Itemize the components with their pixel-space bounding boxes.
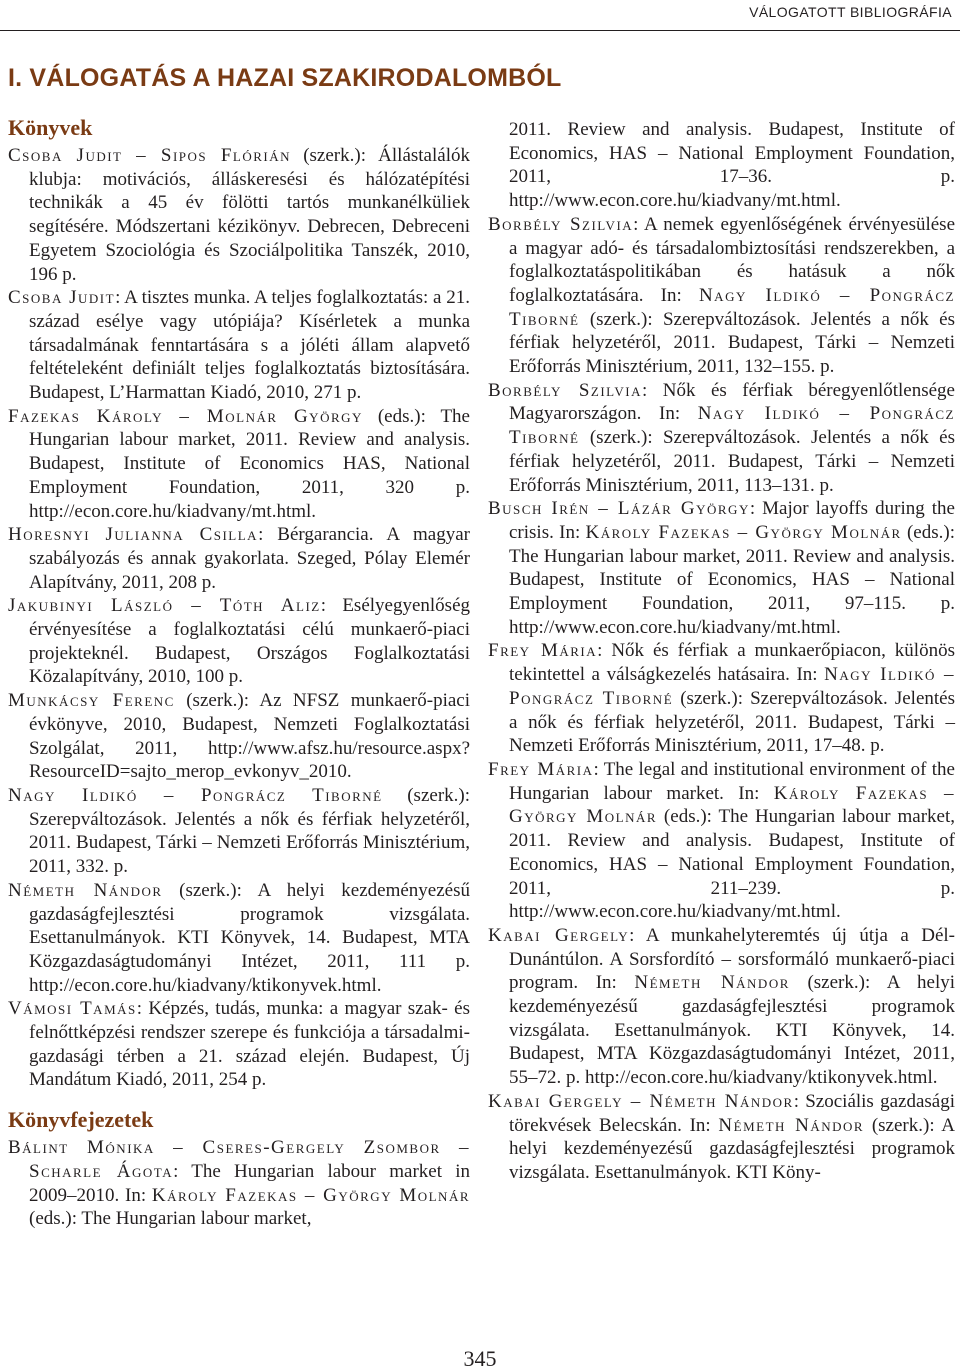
bib-entry	[8, 1136, 470, 1231]
entry-editors: Nagy Ildikó – Pongrácz Tiborné	[509, 403, 955, 449]
entry-author: Nagy Ildikó – Pongrácz Tiborné	[8, 784, 383, 806]
chapter-title: I. VÁLOGATÁS A HAZAI SZAKIRODALOMBÓL	[8, 64, 562, 92]
entry-text: : Szociális gazdasági törekvések Belecskán. In:	[509, 1090, 955, 1136]
entry-text: : The Hungarian labour market in 2009–2010. In:	[29, 1160, 470, 1206]
chapters-list	[488, 213, 955, 1185]
entry-text: : Nők és férfiak béregyenlőtlensége Magyarországon. In:	[509, 379, 955, 425]
entry-editors: Nagy Ildikó – Pongrácz Tiborné	[509, 284, 955, 330]
bib-entry	[8, 784, 470, 879]
bib-entry	[488, 1090, 955, 1185]
bib-entry	[488, 639, 955, 758]
entry-text: (szerk.): A helyi kezdeményezésű gazdaságfejlesztési programok vizsgálata. Esettanulmányok. KTI Könyvek, 14. Budapest, MTA Közgazdaságtudományi Intézet, 2011, 55–72. p. http://econ.core.hu/kiadvany/ktikonyvek.html.	[509, 972, 955, 1089]
entry-editors: Károly Fazekas – György Molnár	[151, 1184, 471, 1206]
bib-entry	[488, 497, 955, 639]
entry-author: Vámosi Tamás	[8, 998, 137, 1020]
entry-author: Fazekas Károly – Molnár György	[8, 405, 363, 427]
entry-text: : The legal and institutional environment of the Hungarian labour market. In:	[509, 758, 955, 804]
bib-entry	[488, 213, 955, 379]
bib-entry	[488, 758, 955, 924]
bib-entry	[8, 997, 470, 1092]
entry-author: Csoba Judit	[8, 287, 116, 309]
entry-text: : Képzés, tudás, munka: a magyar szak- és felnőttképzési rendszer szerepe és funkciója a társadalmi-gazdasági térben a 21. század elején. Budapest, Új Mandátum Kiadó, 2011, 254 p.	[29, 998, 470, 1091]
bib-entry	[8, 405, 470, 524]
bib-entry-continuation: 2011. Review and analysis. Budapest, Institute of Economics, HAS – National Employment Foundation, 2011, 17–36. p. http://www.econ.core.hu/kiadvany/mt.html.	[509, 119, 955, 212]
running-header: VÁLOGATOTT BIBLIOGRÁFIA	[749, 4, 952, 20]
entry-text: : Nők és férfiak a munkaerőpiacon, különös tekintettel a válságkezelés hatásaira. In:	[509, 640, 955, 686]
chapters-heading: Könyvfejezetek	[8, 1107, 154, 1133]
bib-entry	[8, 286, 470, 405]
bib-entry	[488, 379, 955, 498]
entry-author: Kabai Gergely – Németh Nándor	[488, 1090, 794, 1112]
entry-text: (szerk.): A helyi kezdeményezésű gazdaságfejlesztési programok vizsgálata. Esettanulmányok. KTI Könyvek, 14. Budapest, MTA Közgazdaságtudományi Intézet, 2011, 111 p. http://econ.core.hu/kiadvany/ktikonyvek.html.	[29, 879, 470, 996]
entry-text: (eds.): The Hungarian labour market, 2011. Review and analysis. Budapest, Institute of Economics HAS, National Employment Foundation, 2011, 320 p. http://econ.core.hu/kiadvany/mt.html.	[29, 405, 470, 522]
entry-text: (eds.): The Hungarian labour market,	[29, 1208, 312, 1230]
entry-author: Csoba Judit – Sipos Flórián	[8, 145, 291, 166]
entry-text: : Bérgarancia. A magyar szabályozás és annak gyakorlata. Szeged, Pólay Elemér Alapítvány, 2011, 208 p.	[29, 524, 470, 593]
books-list	[8, 144, 470, 1092]
entry-editors: Károly Fazekas – György Molnár	[585, 521, 902, 543]
entry-editors: Németh Nándor	[634, 972, 790, 994]
entry-editors: Németh Nándor	[718, 1114, 865, 1136]
entry-text: (szerk.): Szerepváltozások. Jelentés a nők és férfiak helyzetéről, 2011. Budapest, Tárki – Nemzeti Erőforrás Minisztérium, 2011, 132–155. p.	[509, 308, 955, 378]
entry-editors: Nagy Ildikó – Pongrácz Tiborné	[509, 664, 955, 709]
entry-author: Munkácsy Ferenc	[8, 690, 175, 712]
entry-editors: Károly Fazekas – György Molnár	[509, 782, 955, 828]
right-column	[488, 118, 955, 1185]
entry-text: : A nemek egyenlőségének érvényesülése a magyar adó- és társadalombiztosítási rendszerekben, a foglalkoztatáspolitikában és hatásuk a nők foglalkoztatására. In:	[509, 213, 956, 306]
bib-entry	[8, 594, 470, 689]
entry-author: Kabai Gergely	[488, 924, 630, 946]
entry-author: Busch Irén – Lázár György	[488, 498, 750, 520]
entry-author: Horesnyi Julianna Csilla	[8, 524, 259, 546]
entry-text: (szerk.): Szerepváltozások. Jelentés a nők és férfiak helyzetéről, 2011. Budapest, Tárki – Nemzeti Erőforrás Minisztérium, 2011, 113–131. p.	[509, 427, 955, 496]
entry-text: (szerk.): Szerepváltozások. Jelentés a nők és férfiak helyzetéről, 2011. Budapest, Tárki – Nemzeti Erőforrás Minisztérium, 2011, 17–48. p.	[509, 687, 955, 757]
entry-text: : Major layoffs during the crisis. In:	[509, 498, 955, 543]
entry-text: (szerk.): Állástalálók klubja: motivációs, álláskeresési és hálózatépítési technikák a 45 év fölötti tartós munkanélküliek segítésére. Módszertani kézikönyv. Debrecen, Debreceni Egyetem Szociológia és Szociálpolitika Tanszék, 2010, 196 p.	[29, 145, 470, 285]
books-heading: Könyvek	[8, 115, 93, 140]
entry-author: Bálint Mónika – Cseres-Gergely Zsombor – Scharle Ágota	[8, 1137, 470, 1182]
bib-entry	[488, 924, 955, 1090]
entry-text: (eds.): The Hungarian labour market, 2011. Review and analysis. Budapest, Institute of Economics, HAS – National Employment Foundation, 2011, 211–239. p. http://www.econ.core.hu/kiadvany/mt.html.	[509, 806, 955, 923]
entry-text: : A tisztes munka. A teljes foglalkoztatás: a 21. század esélye vagy utópiája? Kísérletek a munka társadalmának fenntartására s a jóléti állam alapvető feltételeként definiált teljes foglalkoztatás biztosítására. Budapest, L’Harmattan Kiadó, 2010, 271 p.	[29, 287, 471, 404]
bib-entry	[8, 523, 470, 594]
entry-author: Frey Mária	[488, 640, 598, 662]
entry-author: Jakubinyi László – Tóth Aliz	[8, 595, 321, 617]
left-column	[8, 114, 470, 1231]
header-rule	[0, 30, 960, 31]
entry-text: : A munkahelyteremtés új útja a Dél-Dunántúlon. A Sorsfordító – sorsformáló munkaerő-piaci program. In:	[509, 924, 955, 994]
entry-author: Frey Mária	[488, 758, 594, 780]
entry-text: (szerk.): Szerepváltozások. Jelentés a nők és férfiak helyzetéről, 2011. Budapest, Tárki – Nemzeti Erőforrás Minisztérium, 2011, 332. p.	[29, 784, 470, 878]
entry-text: (szerk.): Az NFSZ munkaerő-piaci évkönyve, 2010, Budapest, Nemzeti Foglalkoztatási Szolgálat, 2011, http://www.afsz.hu/resource.aspx?ResourceID=sajto_merop_evkonyv_2010.	[29, 690, 471, 783]
entry-text: (szerk.): A helyi kezdeményezésű gazdaságfejlesztési programok vizsgálata. Esettanulmányok. KTI Köny-	[509, 1114, 955, 1183]
entry-author: Németh Nándor	[8, 879, 163, 901]
entry-text: (eds.): The Hungarian labour market, 2011. Review and analysis. Budapest, Institute of Economics, HAS – National Employment Foundation, 2011, 97–115. p. http://www.econ.core.hu/kiadvany/mt.html.	[509, 521, 955, 638]
entry-author: Borbély Szilvia	[488, 379, 643, 401]
bib-entry	[8, 144, 470, 286]
entry-text: : Esélyegyenlőség érvényesítése a foglalkoztatási célú munkaerő-piaci projekteknél. Budapest, Országos Foglalkoztatási Közalapítvány, 2010, 100 p.	[29, 595, 470, 688]
entry-author: Borbély Szilvia	[488, 213, 634, 235]
page-number: 345	[463, 1346, 497, 1371]
bib-entry	[8, 879, 470, 998]
bib-entry	[8, 689, 470, 784]
